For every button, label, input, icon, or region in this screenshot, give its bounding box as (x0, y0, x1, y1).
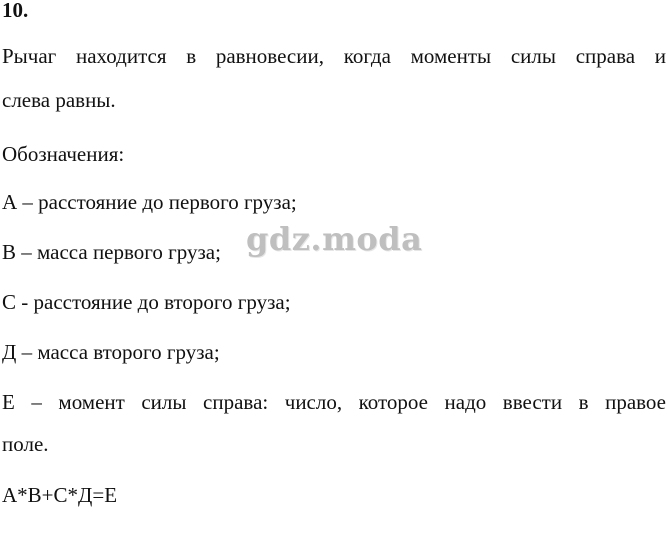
intro-line-2: слева равны. (2, 88, 116, 112)
exercise-number: 10. (2, 0, 29, 22)
notation-item-d: Д – масса второго груза; (2, 340, 220, 364)
intro-line-1: Рычаг находится в равновесии, когда моменты силы справа и (2, 44, 666, 68)
watermark-logo: gdz.moda (246, 220, 423, 258)
notation-heading: Обозначения: (2, 142, 125, 166)
formula: А*В+С*Д=Е (2, 483, 118, 507)
notation-item-e-line-1: Е – момент силы справа: число, которое надо ввести в правое (2, 390, 666, 414)
notation-item-b: В – масса первого груза; (2, 240, 221, 264)
notation-item-a: А – расстояние до первого груза; (2, 190, 297, 214)
notation-item-c: С - расстояние до второго груза; (2, 290, 291, 314)
notation-item-e-line-2: поле. (2, 432, 49, 456)
